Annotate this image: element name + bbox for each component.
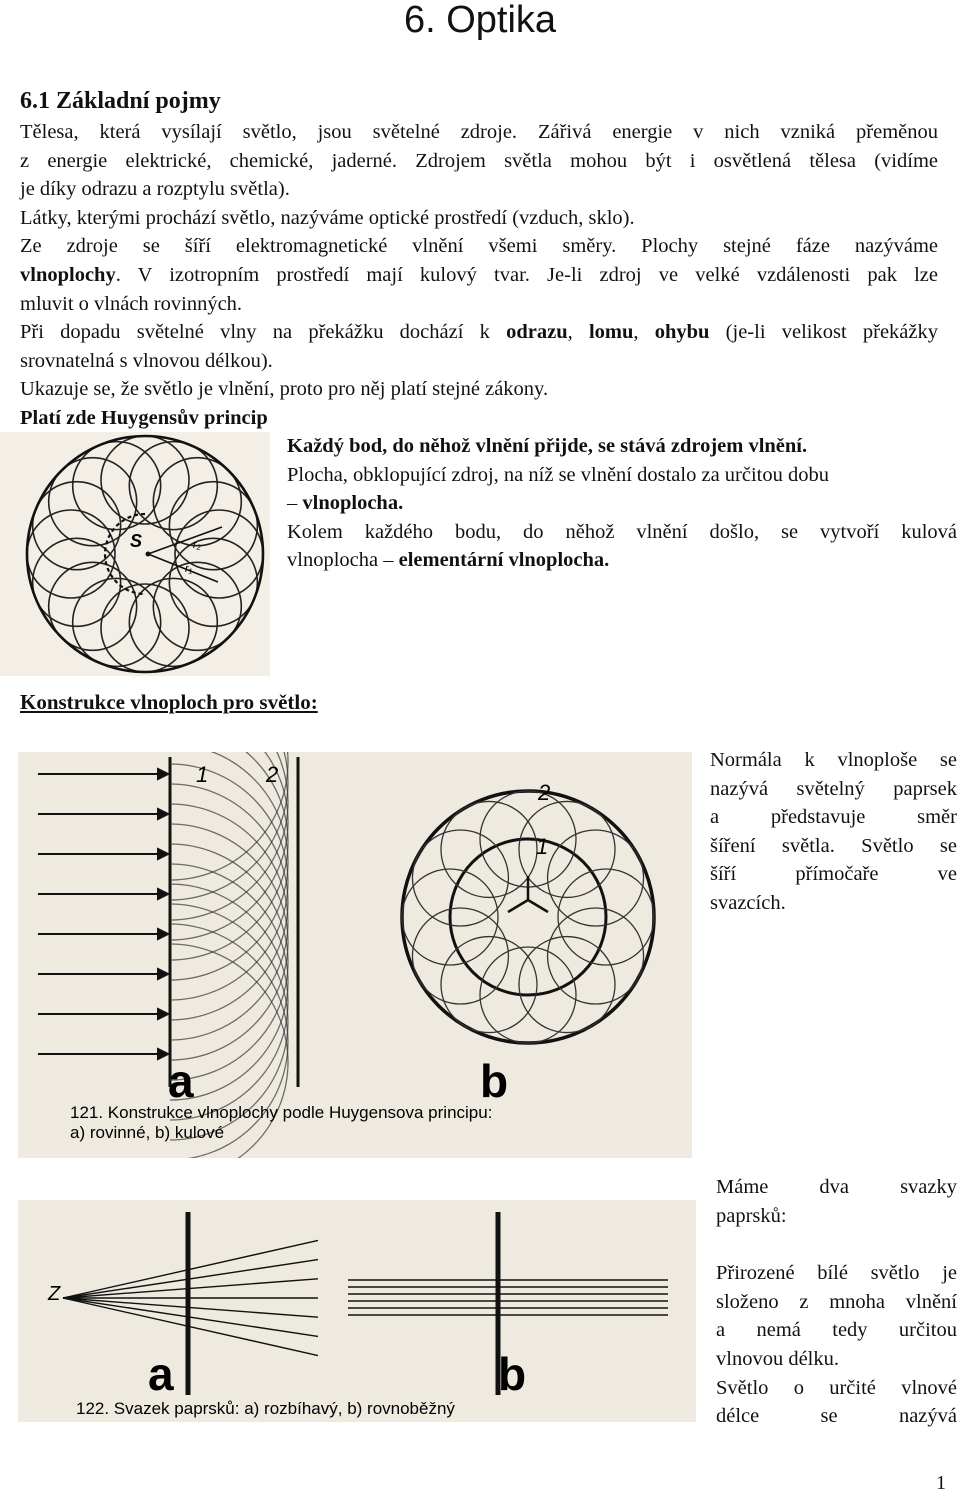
wavefront-1-label: 1 — [196, 762, 209, 787]
term-lom: lomu — [588, 321, 634, 344]
intro-line-10: Ukazuje se, že světlo je vlnění, proto pro něj platí stejné zákony. — [20, 378, 549, 401]
figure-121-diagram — [18, 752, 692, 1158]
chapter-title: 6. Optika — [403, 0, 557, 41]
part-a-label: a — [168, 1055, 194, 1107]
radius-1-label: r₁ — [185, 563, 193, 575]
page-number: 1 — [936, 1472, 946, 1494]
term-vlnoplochy: vlnoplochy — [20, 263, 116, 286]
intro-paragraph — [20, 118, 938, 433]
normal-text: Normála k vlnoploše se nazývá světelný paprsek a představuje směr šíření světla. Světlo se šíří přímočaře ve svazcích. — [710, 749, 957, 914]
intro-line-7: mluvit o vlnách rovinných. — [20, 292, 243, 315]
huygens-rule-4: Kolem každého bodu, do něhož vlnění došlo, se vytvoří kulová — [287, 520, 957, 543]
figure-121-caption-2: a) rovinné, b) kulové — [70, 1123, 225, 1142]
radius-2-label: r₂ — [193, 539, 201, 551]
figure-121 — [18, 752, 692, 1158]
intro-line-4: Látky, kterými prochází světlo, nazýváme optické prostředí (vzduch, sklo). — [20, 206, 635, 229]
term-odraz: odrazu — [506, 321, 568, 344]
source-label: S — [130, 531, 143, 551]
beam-a-label: a — [148, 1348, 174, 1400]
huygens-rule-5: vlnoplocha – elementární vlnoplocha. — [287, 549, 610, 572]
intro-line-9: srovnatelná s vlnovou délkou). — [20, 349, 273, 372]
huygens-figure — [0, 432, 270, 676]
beam-b-label: b — [498, 1348, 527, 1400]
intro-line-1: Tělesa, která vysílají světlo, jsou světelné zdroje. Zářivá energie v nich vzniká přeměnou — [20, 121, 938, 143]
spherical-1-label: 1 — [536, 834, 549, 859]
huygens-rule-3: – vlnoplocha. — [287, 492, 404, 515]
intro-line-8: Při dopadu světelné vlny na překážku dochází k odrazu, lomu, ohybu (je-li velikost překážky — [20, 321, 938, 344]
huygens-principle-text — [287, 432, 957, 575]
intro-line-6: vlnoplochy. V izotropním prostředí mají kulový tvar. Je-li zdroj ve velké vzdálenosti pak lze — [20, 263, 938, 286]
huygens-rule-1: Každý bod, do něhož vlnění přijde, se stává zdrojem vlnění. — [287, 435, 808, 457]
beams-text: Máme dva svazky paprsků: Přirozené bílé světlo je složeno z mnoha vlnění a nemá tedy určitou vlnovou délku. Světlo o určité vlnové délce se nazývá — [716, 1176, 957, 1428]
huygens-diagram — [0, 432, 270, 676]
construction-heading: Konstrukce vlnoploch pro světlo: — [20, 690, 318, 714]
figure-121-caption-1: 121. Konstrukce vlnoplochy podle Huygensova principu: — [70, 1103, 493, 1122]
figure-122-diagram — [18, 1200, 696, 1422]
part-b-label: b — [480, 1055, 509, 1107]
huygens-heading: Platí zde Huygensův princip — [20, 406, 268, 429]
huygens-rule-2: Plocha, obklopující zdroj, na níž se vlnění dostalo za určitou dobu — [287, 463, 829, 486]
term-ohyb: ohybu — [654, 321, 710, 344]
figure-122 — [18, 1200, 696, 1422]
intro-line-3: je díky odrazu a rozptylu světla). — [20, 178, 290, 201]
intro-line-5: Ze zdroje se šíří elektromagnetické vlnění všemi směry. Plochy stejné fáze nazýváme — [20, 235, 938, 258]
spherical-2-label: 2 — [538, 780, 551, 805]
source-z-label: Z — [48, 1283, 61, 1305]
intro-line-2: z energie elektrické, chemické, jaderné. Zdrojem světla mohou být i osvětlená tělesa (vidíme — [20, 149, 938, 172]
section-heading: 6.1 Základní pojmy — [20, 88, 221, 114]
figure-122-caption: 122. Svazek paprsků: a) rozbíhavý, b) rovnoběžný — [76, 1399, 455, 1418]
wavefront-2-label: 2 — [266, 762, 279, 787]
